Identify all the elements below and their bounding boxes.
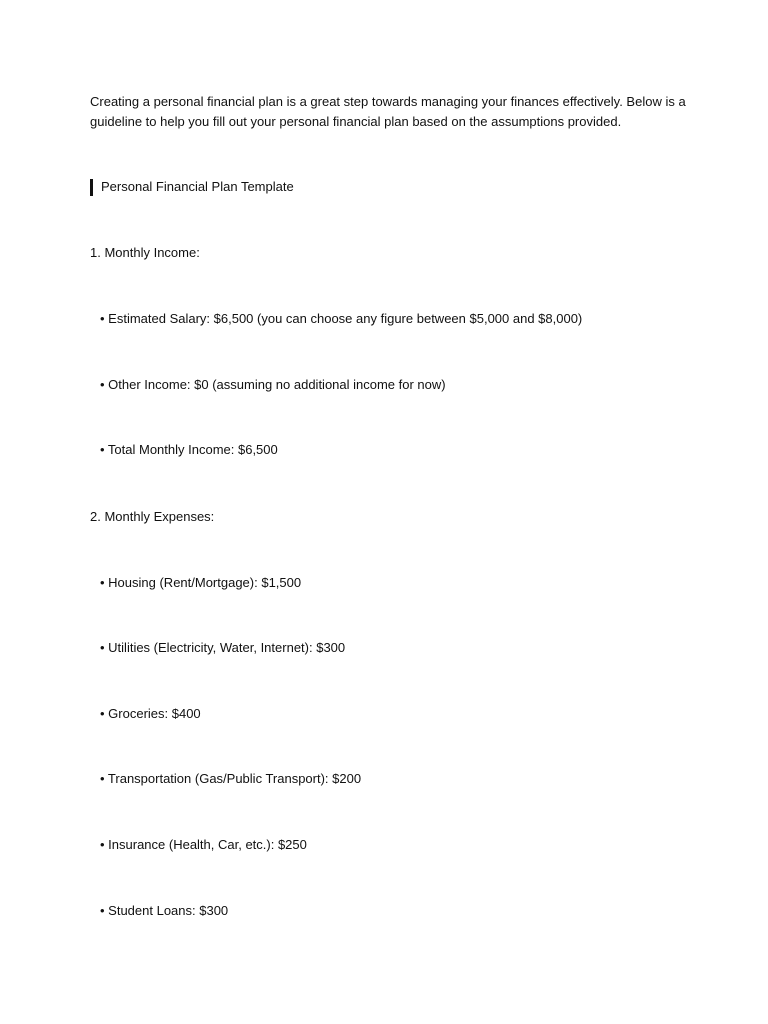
list-item: • Groceries: $400 [100,706,201,721]
list-item: • Insurance (Health, Car, etc.): $250 [100,837,307,852]
list-item: • Utilities (Electricity, Water, Internet): $300 [100,640,346,655]
list-item: • Total Monthly Income: $6,500 [100,442,278,457]
list-item: • Transportation (Gas/Public Transport): $200 [100,771,362,786]
section-title-income: 1. Monthly Income: [90,245,200,260]
plan-heading [90,177,294,197]
plan-heading-text: Personal Financial Plan Template [101,179,294,194]
list-item: • Other Income: $0 (assuming no additional income for now) [100,377,446,392]
heading-marker [90,179,93,196]
list-item: • Student Loans: $300 [100,903,229,918]
intro-paragraph: Creating a personal financial plan is a great step towards managing your finances effectively. Below is a guideline to help you fill out your personal financial plan based on the assumptions provided. [90,94,686,129]
section-title-expenses: 2. Monthly Expenses: [90,509,215,524]
list-item: • Housing (Rent/Mortgage): $1,500 [100,575,302,590]
list-item: • Estimated Salary: $6,500 (you can choose any figure between $5,000 and $8,000) [100,311,583,326]
